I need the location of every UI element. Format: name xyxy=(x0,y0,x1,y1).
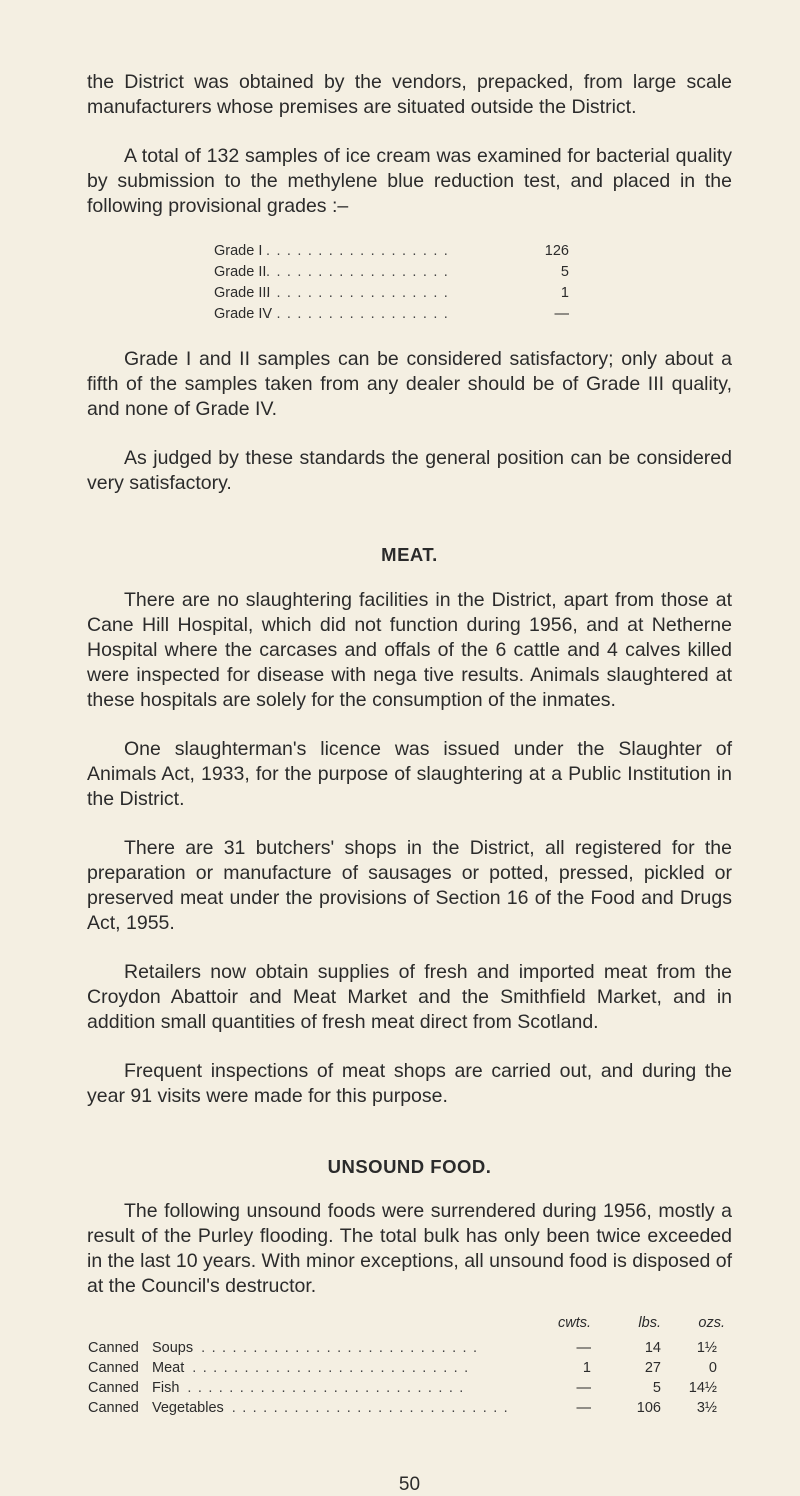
grade-value: 126 xyxy=(544,243,569,259)
page-number: 50 xyxy=(398,1474,421,1495)
grade-label: Grade II xyxy=(214,264,267,280)
table-row: Canned Meat . . . . . . . . . . . . . . . . . . . . . . . . . . . 1 27 0 xyxy=(88,1358,733,1378)
paragraph-butchers-shops: There are 31 butchers' shops in the District, all registered for the preparation or manufacture of sausages or potted, pressed, pickled or preserved meat under the provisions of Section 16 of the Food and Drugs Act, 1955. xyxy=(87,837,732,934)
paragraph-unsound-foods: The following unsound foods were surrendered during 1956, mostly a result of the Purley flooding. The total bulk has only been twice exceeded in the last 10 years. With minor exceptions, all unsound food is disposed of at the Council's destructor. xyxy=(87,1200,732,1297)
paragraph-slaughterman-licence: One slaughterman's licence was issued under the Slaughter of Animals Act, 1933, for the purpose of slaughtering at a Public Institution in the District. xyxy=(87,738,732,810)
table-header-row xyxy=(88,1313,733,1333)
lbs-cell: 106 xyxy=(636,1400,661,1416)
grade-label: Grade III xyxy=(214,285,271,301)
food-item-name: Canned Fish xyxy=(88,1380,180,1396)
grade-value: 5 xyxy=(560,264,569,280)
column-header-lbs: lbs. xyxy=(638,1315,661,1331)
grade-label: Grade I xyxy=(214,243,263,259)
grade-value: — xyxy=(554,306,569,322)
ozs-cell: 14½ xyxy=(688,1380,717,1396)
cwts-cell: — xyxy=(576,1340,591,1356)
heading-unsound-food: UNSOUND FOOD. xyxy=(327,1156,492,1177)
grades-row: Grade I . . . . . . . . . . . . . . . . . . 126 xyxy=(214,241,569,262)
ozs-cell: 0 xyxy=(708,1360,717,1376)
lbs-cell: 27 xyxy=(644,1360,661,1376)
paragraph-inspections: Frequent inspections of meat shops are carried out, and during the year 91 visits were made for this purpose. xyxy=(87,1060,732,1107)
unsound-food-table xyxy=(88,1313,733,1418)
paragraph-continuation: the District was obtained by the vendors, prepacked, from large scale manufacturers whose premises are situated outside the District. xyxy=(87,71,732,118)
cwts-cell: 1 xyxy=(582,1360,591,1376)
paragraph-ice-cream-samples: A total of 132 samples of ice cream was examined for bacterial quality by submission to the methylene blue reduction test, and placed in the following provisional grades :– xyxy=(87,145,732,217)
lbs-cell: 5 xyxy=(652,1380,661,1396)
grades-row: Grade IV . . . . . . . . . . . . . . . . . . — xyxy=(214,304,569,325)
heading-meat: MEAT. xyxy=(381,544,438,565)
ozs-cell: 1½ xyxy=(696,1340,717,1356)
table-row: Canned Fish . . . . . . . . . . . . . . . . . . . . . . . . . . . — 5 14½ xyxy=(88,1378,733,1398)
food-item-name: Canned Meat xyxy=(88,1360,185,1376)
ozs-cell: 3½ xyxy=(696,1400,717,1416)
food-item-name: Canned Soups xyxy=(88,1340,194,1356)
grades-row: Grade III . . . . . . . . . . . . . . . . . . 1 xyxy=(214,283,569,304)
grade-value: 1 xyxy=(560,285,569,301)
column-header-ozs: ozs. xyxy=(698,1315,725,1331)
paragraph-meat-supplies: Retailers now obtain supplies of fresh and imported meat from the Croydon Abattoir and Meat Market and the Smithfield Market, and in addition small quantities of fresh meat direct from Scotland. xyxy=(87,961,732,1033)
cwts-cell: — xyxy=(576,1400,591,1416)
paragraph-general-position: As judged by these standards the general position can be considered very satisfactory. xyxy=(87,447,732,494)
grade-label: Grade IV xyxy=(214,306,273,322)
paragraph-grade-satisfactory: Grade I and II samples can be considered satisfactory; only about a fifth of the samples taken from any dealer should be of Grade III quality, and none of Grade IV. xyxy=(87,348,732,420)
food-item-name: Canned Vegetables xyxy=(88,1400,224,1416)
lbs-cell: 14 xyxy=(644,1340,661,1356)
paragraph-slaughtering-facilities: There are no slaughtering facilities in the District, apart from those at Cane Hill Hospital, which did not function during 1956, and at Netherne Hospital where the carcases and offals of the 6 cattle and 4 calves killed were inspected for disease with nega tive results. Animals slaughtered at these hospitals are solely for the consumption of the inmates. xyxy=(87,589,732,711)
table-row: Canned Vegetables . . . . . . . . . . . . . . . . . . . . . . . . . . . — 106 3½ xyxy=(88,1398,733,1418)
cwts-cell: — xyxy=(576,1380,591,1396)
column-header-cwts: cwts. xyxy=(557,1315,591,1331)
grades-row: Grade II . . . . . . . . . . . . . . . . . . 5 xyxy=(214,262,569,283)
table-row: Canned Soups . . . . . . . . . . . . . . . . . . . . . . . . . . . — 14 1½ xyxy=(88,1338,733,1358)
grades-table xyxy=(214,241,569,325)
